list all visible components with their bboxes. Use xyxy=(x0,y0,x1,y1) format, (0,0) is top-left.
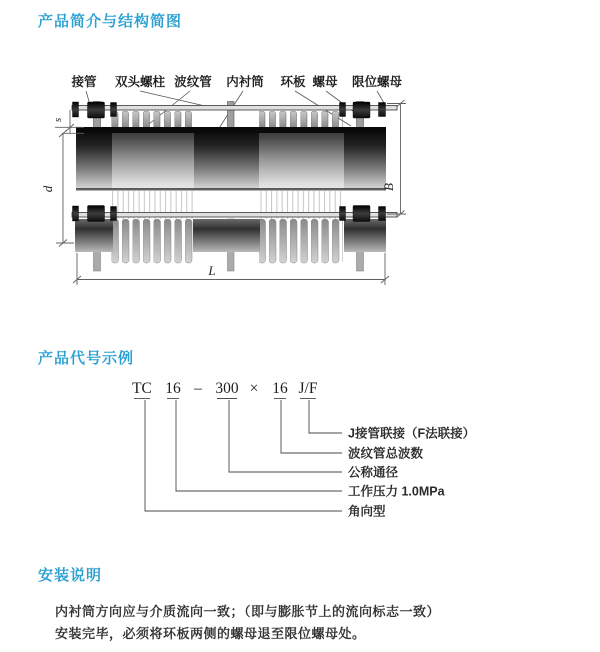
code-dash: – xyxy=(194,380,202,397)
dimension-b-label: B xyxy=(381,183,396,191)
body-shell-top xyxy=(76,127,386,189)
code-example-diagram xyxy=(0,370,600,530)
section-heading-install: 安装说明 xyxy=(38,567,103,584)
section-heading-code: 产品代号示例 xyxy=(38,350,135,367)
code-part-pressure: 16 xyxy=(165,380,181,397)
annotation-wave-count: 波纹管总波数 xyxy=(348,446,424,461)
label-inner-liner: 内衬筒 xyxy=(226,75,264,89)
code-string xyxy=(132,380,318,397)
bellows-right-bottom xyxy=(259,219,343,266)
code-part-diameter: 300 xyxy=(215,380,239,397)
code-annotations xyxy=(348,426,475,519)
label-stud-bolt: 双头螺柱 xyxy=(114,75,166,89)
code-part-waves: 16 xyxy=(272,380,288,397)
section-heading-intro: 产品简介与结构简图 xyxy=(38,13,183,30)
tie-rod-bottom xyxy=(72,213,397,218)
dimension-s-label: s xyxy=(52,117,64,123)
dimension-b xyxy=(387,100,406,218)
structure-diagram xyxy=(0,60,600,300)
label-nut: 螺母 xyxy=(312,75,338,89)
annotation-type: 角向型 xyxy=(348,504,386,519)
code-part-connection: J/F xyxy=(298,380,318,397)
diagram-part-labels xyxy=(70,74,402,89)
dimension-d xyxy=(56,130,74,247)
label-ring-plate: 环板 xyxy=(280,75,306,89)
code-times-sign: × xyxy=(249,380,259,397)
annotation-connection: J接管联接（F法联接） xyxy=(348,426,476,441)
code-connector-lines xyxy=(134,399,342,512)
label-limit-nut: 限位螺母 xyxy=(351,75,403,89)
code-part-type: TC xyxy=(132,380,152,397)
inner-liner-section xyxy=(194,127,259,189)
annotation-pressure: 工作压力 1.0MPa xyxy=(348,484,445,499)
pipe-end-left xyxy=(76,127,112,189)
bellows-left-bottom xyxy=(112,219,196,266)
tie-rod-top xyxy=(72,106,397,111)
label-bellows: 波纹管 xyxy=(174,75,212,89)
install-note-line-1: 内衬筒方向应与介质流向一致；（即与膨胀节上的流向标志一致） xyxy=(55,604,441,619)
annotation-diameter: 公称通径 xyxy=(348,465,399,480)
install-note-line-2: 安装完毕，必须将环板两侧的螺母退至限位螺母处。 xyxy=(55,626,366,641)
dimension-l-label: L xyxy=(208,263,216,278)
pipe-end-right xyxy=(344,127,386,189)
dimension-d-label: d xyxy=(40,185,55,193)
label-connecting-pipe: 接管 xyxy=(71,75,97,89)
